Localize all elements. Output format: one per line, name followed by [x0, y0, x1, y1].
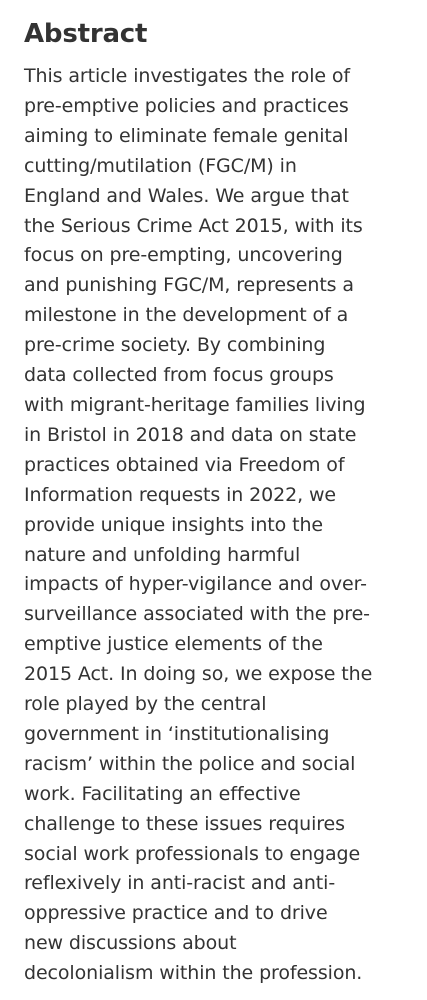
abstract-heading: Abstract	[24, 19, 148, 49]
abstract-body: This article investigates the role of pre-emptive policies and practices aiming to eliminate female genital cutting/mutilation (FGC/M) in England and Wales. We argue that the Serious Crime Act 2015, with its focus on pre-empting, uncovering and punishing FGC/M, represents a milestone in the development of a pre-crime society. By combining data collected from focus groups with migrant-heritage families living in Bristol in 2018 and data on state practices obtained via Freedom of Information requests in 2022, we provide unique insights into the nature and unfolding harmful impacts of hyper-vigilance and over- surveillance associated with the pre- emptive justice elements of the 2015 Act. In doing so, we expose the role played by the central government in ‘institutionalising racism’ within the police and social work. Facilitating an effective challenge to these issues requires social work professionals to engage reflexively in anti-racist and anti- oppressive practice and to drive new discussions about decolonialism within the profession.	[24, 65, 373, 985]
